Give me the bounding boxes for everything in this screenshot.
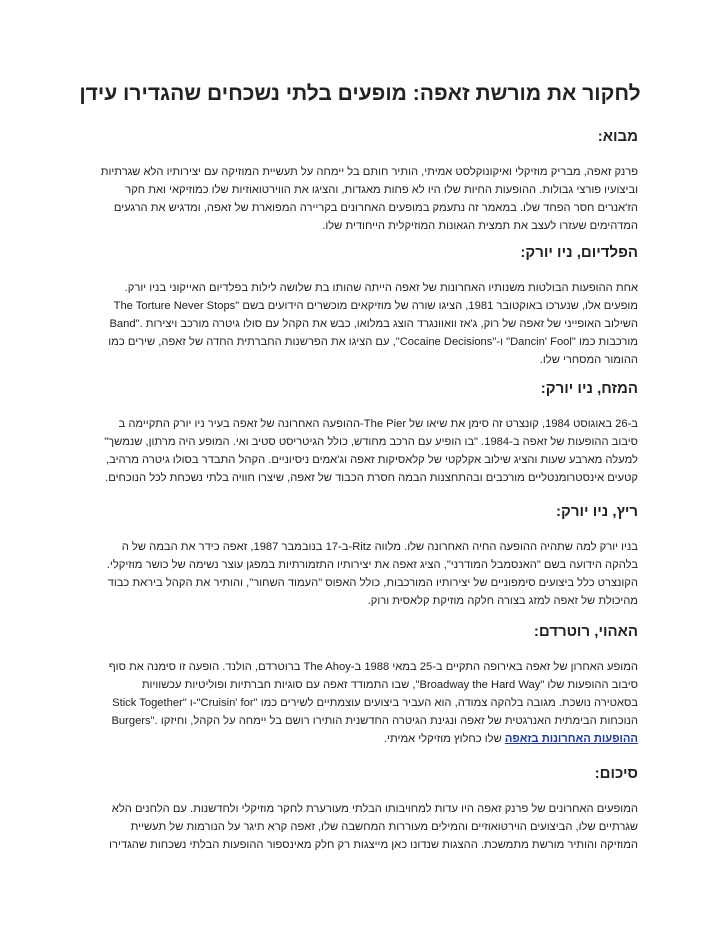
section-paragraph xyxy=(84,163,638,235)
paragraph-line: ב-26 באוגוסט 1984, קונצרט זה סימן את שיאו של The Pier-ההופעה האחרונה של זאפה בעיר ניו יורק התקיימה ב xyxy=(118,418,638,430)
paragraph-line: המדהימים שעזרו לעצב את תמצית הגאונות המוזיקלית הייחודית שלו. xyxy=(322,220,638,232)
paragraph-line: וביצועיו פורצי גבולות. ההופעות החיות שלו היו לא פחות מאגדות, והציגו את הווירטואוזיות שלו כמוזיקאי ואת חקר xyxy=(125,184,638,196)
paragraph-line: למעלה מארבע שעות והציג שילוב אקלקטי של קלאסיקות זאפה וג'אמים ניסיוניים. הקהל התבדר בסולו גיטרה מרהיב, xyxy=(106,454,638,466)
section-heading: מבוא: xyxy=(597,128,638,145)
paragraph-line: בלהקה הידועה בשם "האנסמבל המודרני", הציג זאפה את יצירותיו התזמורתיות במפגן עוצר נשימה של כושר מוזיקלי. xyxy=(106,559,638,571)
section-palladium xyxy=(84,244,638,369)
section-pier xyxy=(84,380,638,487)
section-paragraph xyxy=(84,658,638,748)
paragraph-line: מהיכולת של זאפה למזג בצורה חלקה מוזיקת קלאסית ורוק. xyxy=(367,595,638,607)
paragraph-line: סיבוב ההופעות של זאפה ב-1984. "בו הופיע עם הרכב מחודש, כולל הגיטריסט סטיב ואי. המופע היה מרתון, שנמשך" xyxy=(104,436,638,448)
section-intro xyxy=(84,128,638,235)
paragraph-line: ההומור המסחרי שלו. xyxy=(539,354,638,366)
paragraph-line: המופעים האחרונים של פרנק זאפה היו עדות למחויבותו הבלתי מעורערת לחקר מוזיקלי ולחדשנות. עם הלחנים הלא xyxy=(111,803,638,815)
paragraph-line: בניו יורק למה שתהיה ההופעה החיה האחרונה שלו. מלווה Ritz-ב-17 בנובמבר 1987, זאפה כידר את הבמה של ה xyxy=(121,541,638,553)
paragraph-line-tail: שלו כחלוץ מוזיקלי אמיתי. xyxy=(384,733,502,745)
section-paragraph xyxy=(84,279,638,369)
section-ahoy xyxy=(84,623,638,748)
paragraph-line: Burgers". הנוכחות הבימתית האנרגטית של זאפה ונגינת הגיטרה החדשנית הותירו רושם בל יימחה על הקהל, וחיזקו xyxy=(111,715,638,727)
paragraph-line: הקונצרט כלל ביצועים סימפוניים של יצירותיו המורכבות, כולל האפוס "העמוד השחור", והותיר את הקהל ביראת כבוד xyxy=(107,577,638,589)
paragraph-line: המוזיקה והותיר מורשת מתמשכת. ההצגות שנדונו כאן מייצגות רק חלק מאינספור ההופעות הבלתי נשכחות שהגדירו xyxy=(109,839,638,851)
paragraph-line: פרנק זאפה, מבריק מוזיקלי ואיקונוקלסט אמיתי, הותיר חותם בל יימחה על תעשיית המוזיקה עם יצירותיו הלא שגרתיות xyxy=(100,166,638,178)
section-heading: האהוי, רוטרדם: xyxy=(533,623,638,640)
section-heading: המזח, ניו יורק: xyxy=(540,380,638,397)
paragraph-line: הז'אנרים חסר הפחד שלו. במאמר זה נתעמק במופעים האחרונים בקריירה המפוארת של זאפה, ומדגיש את הרגעים xyxy=(113,202,638,214)
paragraph-line: סיבוב ההופעות שלו "Broadway the Hard Way", שבו התמודד זאפה עם סוגיות חברתיות ופוליטיות עכשוויות xyxy=(141,679,638,691)
section-heading: סיכום: xyxy=(594,765,638,782)
paragraph-line: מורכבות כמו "Dancin' Fool" ו-"Cocaine Decisions", עם הציגו את הפרשנות החברתית החדה של זאפה, שירים כמו xyxy=(108,336,638,348)
paragraph-line: מופעים אלו, שנערכו באוקטובר 1981, הציגו שורה של מוזיקאים מוכשרים הידועים בשם "The Torture Never Stops xyxy=(113,300,638,312)
paragraph-line: המופע האחרון של זאפה באירופה התקיים ב-25 במאי 1988 ב-The Ahoy ברוטרדם, הולנד. הופעה זו סימנה את סוף xyxy=(108,661,638,673)
section-heading: ריץ, ניו יורק: xyxy=(556,503,638,520)
paragraph-line: Band". השילוב האופייני של זאפה של רוק, ג'אז וואוונגרד הוצג במלואו, כבש את הקהל עם סולו גיטרה מורכב ויצירות xyxy=(109,318,638,330)
paragraph-line: קטעים אינסטרומנטליים מורכבים ובהתחצנות הבמה חסרת הכבוד של זאפה, שיצרו חוויה בלתי נשכחת לכל הנוכחים. xyxy=(105,472,638,484)
paragraph-line: שגרתיים שלו, הביצועים הוירטואוזיים והמילים מעוררות המחשבה שלו, זאפה קרא תיגר על הנורמות של תעשיית xyxy=(130,821,638,833)
section-paragraph xyxy=(84,800,638,854)
paragraph-line-with-link xyxy=(84,730,638,748)
section-paragraph xyxy=(84,538,638,610)
paragraph-line: Stick Together" ו-"Cruisin' for" בסאטירה נושכת. מגובה בלהקה צמודה, הוא העביר ביצועים עוצמתיים לשירים כמו xyxy=(112,697,638,709)
section-heading: הפלדיום, ניו יורק: xyxy=(520,244,638,261)
paragraph-line: אחת ההופעות הבולטות משנותיו האחרונות של זאפה הייתה שהותו בת שלושה לילות בפלדיום האייקוני בניו יורק. xyxy=(124,282,638,294)
section-summary xyxy=(84,765,638,854)
document-title: לחקור את מורשת זאפה: מופעים בלתי נשכחים שהגדירו עידן xyxy=(79,82,641,105)
section-paragraph xyxy=(84,415,638,487)
final-performances-link[interactable]: ההופעות האחרונות בזאפה xyxy=(504,733,638,745)
section-ritz xyxy=(84,503,638,610)
